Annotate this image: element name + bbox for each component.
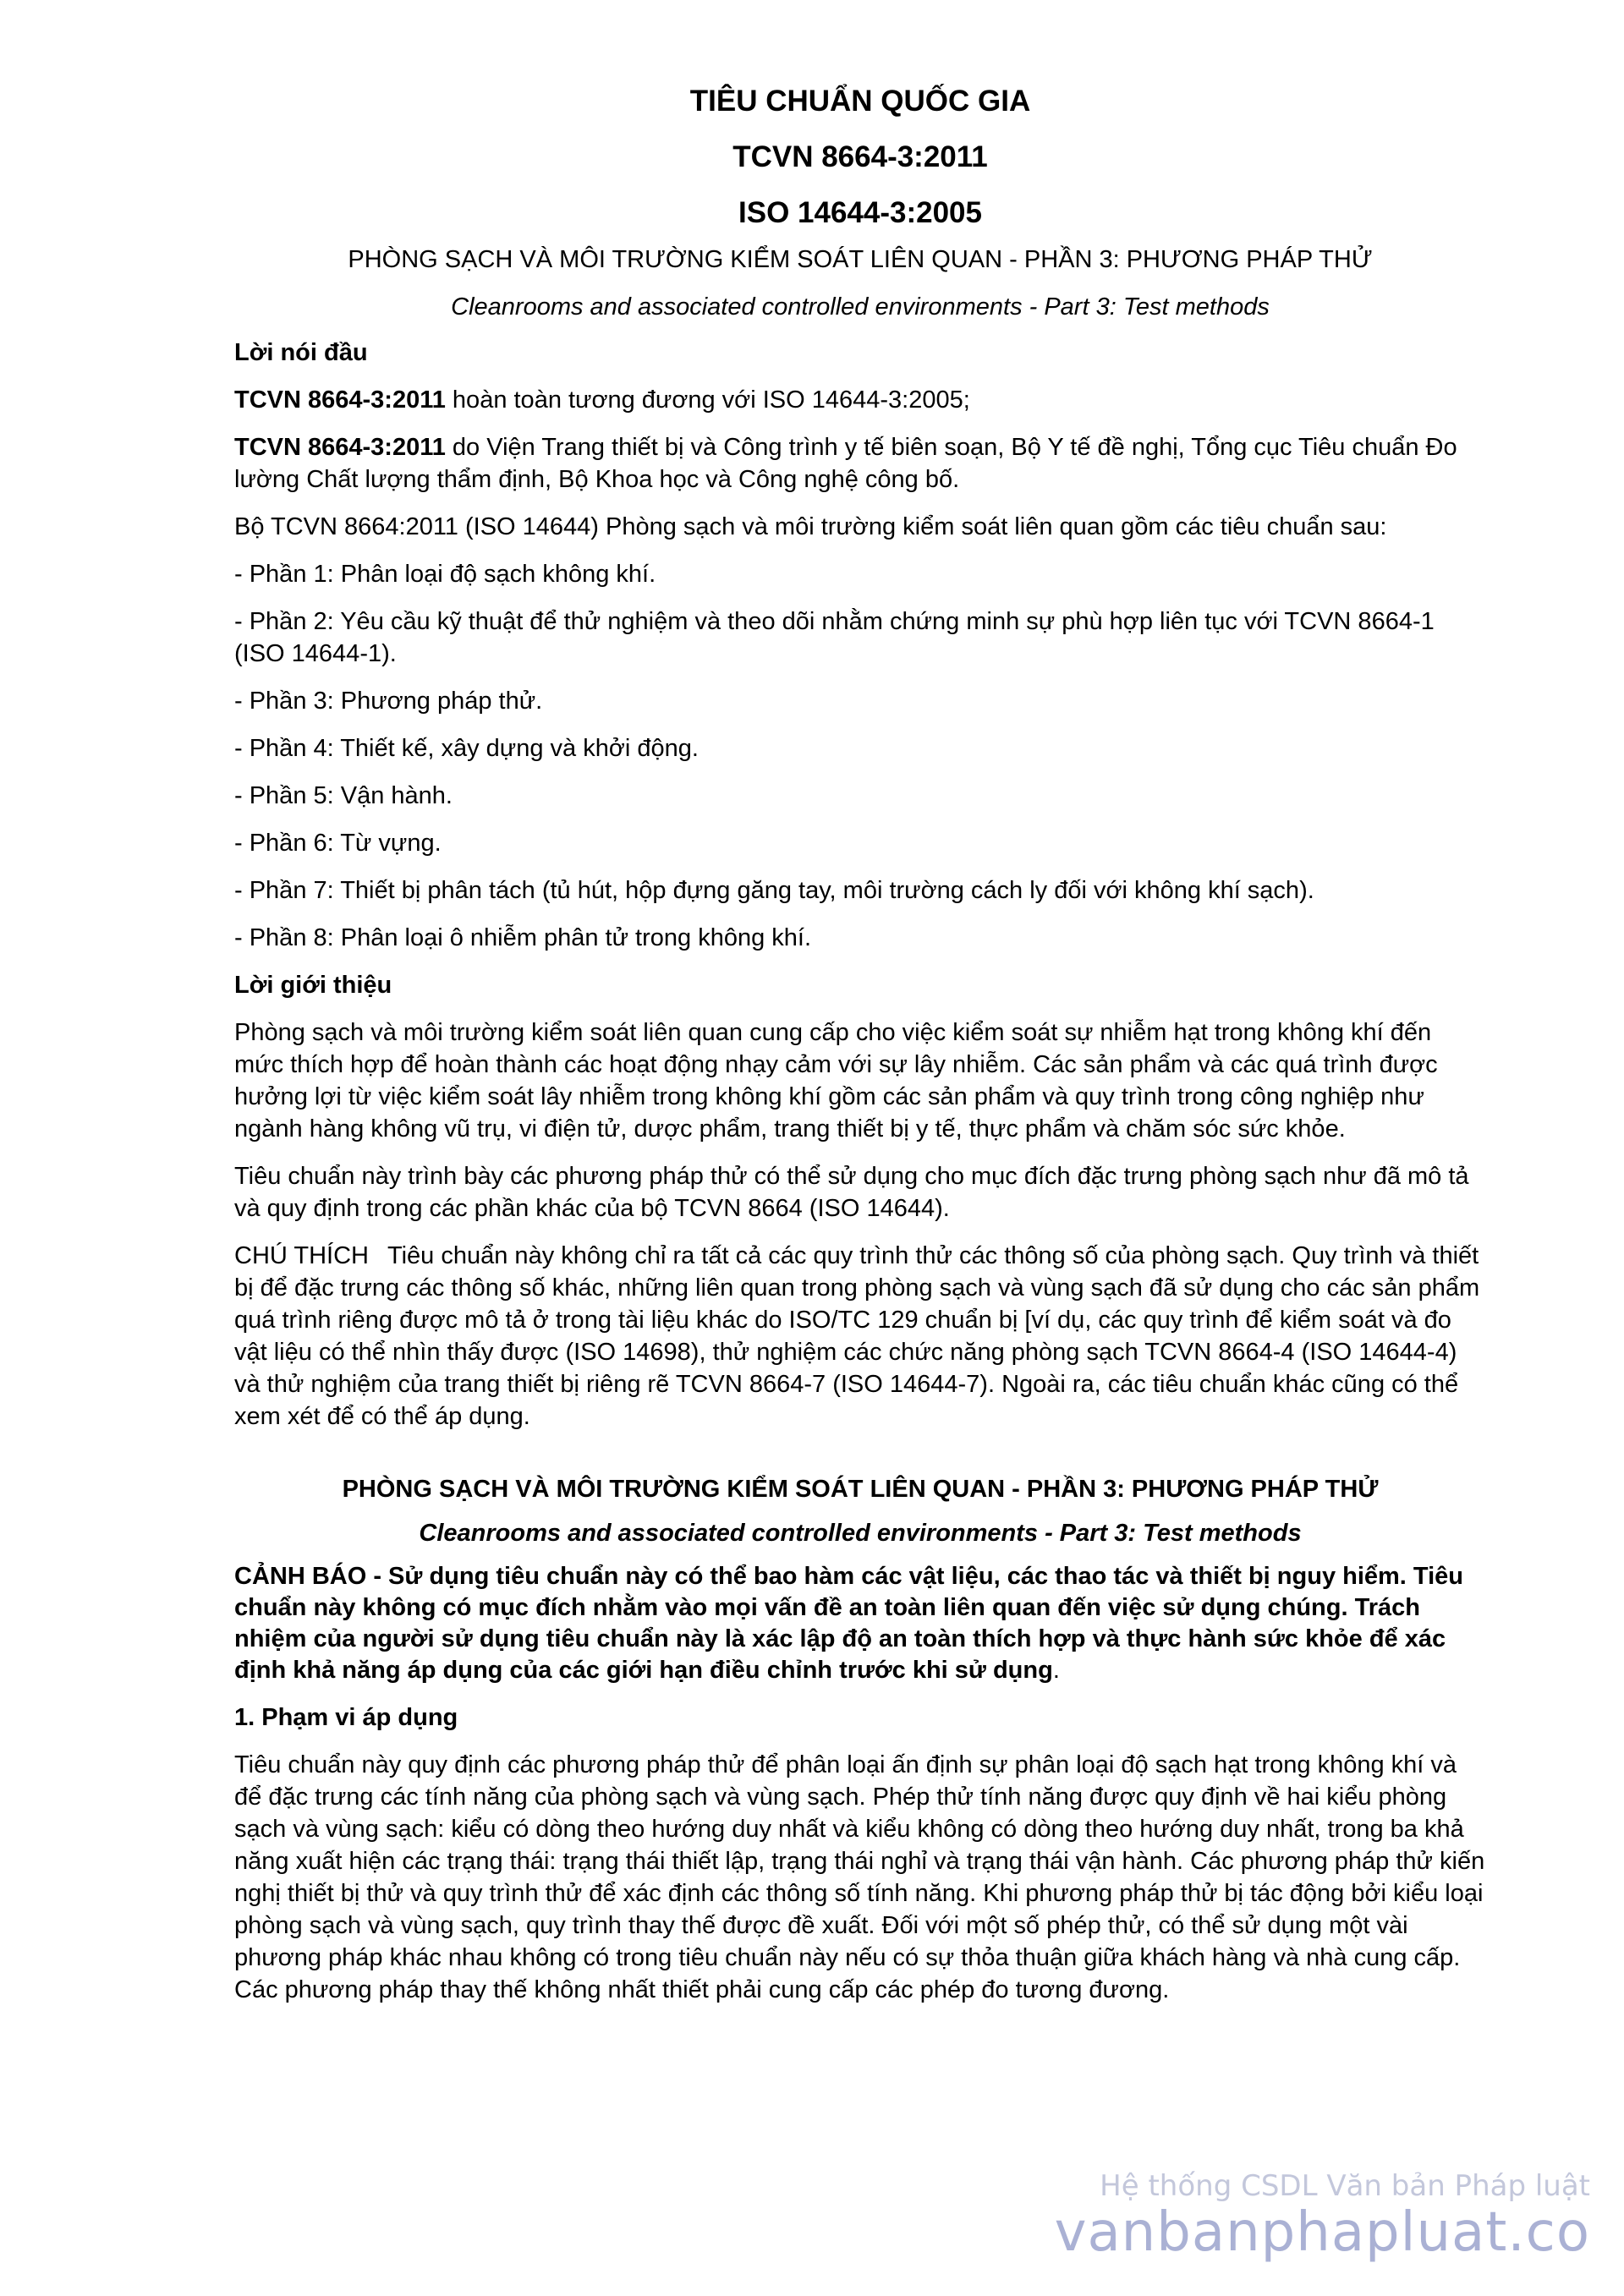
scope-paragraph: Tiêu chuẩn này quy định các phương pháp thử để phân loại ấn định sự phân loại độ sạch hạt trong không khí và để đặc trưng các tính năng của phòng sạch và vùng sạch. Phép thử tính năng được quy định về hai kiểu phòng sạch và vùng sạch: kiểu có dòng theo hướng duy nhất và kiểu không có dòng theo hướng duy nhất, trong ba khả năng xuất hiện các trạng thái: trạng thái thiết lập, trạng thái nghỉ và trạng thái vận hành. Các phương pháp thử kiến nghị thiết bị thử và quy trình thử để xác định các thông số tính năng. Khi phương pháp thử bị tác động bởi kiểu loại phòng sạch và vùng sạch, quy trình thay thế được đề xuất. Đối với một số phép thử, có thể sử dụng một vài phương pháp khác nhau không có trong tiêu chuẩn này nếu có sự thỏa thuận giữa khách hàng và nhà cung cấp. Các phương pháp thay thế không nhất thiết phải cung cấp các phép đo tương đương. bbox=[234, 1751, 1485, 2003]
doc-subtitle-en: Cleanrooms and associated controlled environments - Part 3: Test methods bbox=[451, 293, 1270, 321]
main-title-vi: PHÒNG SẠCH VÀ MÔI TRƯỜNG KIỂM SOÁT LIÊN QUAN - PHẦN 3: PHƯƠNG PHÁP THỬ bbox=[342, 1476, 1379, 1503]
doc-iso-code: ISO 14644-3:2005 bbox=[738, 196, 982, 229]
note-text: Tiêu chuẩn này không chỉ ra tất cả các quy trình thử các thông số của phòng sạch. Quy trình và thiết bị để đặc trưng các thông số khác, những liên quan trong phòng sạch và vùng sạch đã sử dụng cho các sản phẩm quá trình riêng được mô tả ở trong tài liệu khác do ISO/TC 129 chuẩn bị [ví dụ, các quy trình để kiểm soát và đo vật liệu có thể nhìn thấy được (ISO 14698), thử nghiệm các chức năng phòng sạch TCVN 8664-4 (ISO 14644-4) và thử nghiệm của trang thiết bị riêng rẽ TCVN 8664-7 (ISO 14644-7). Ngoài ra, các tiêu chuẩn khác cũng có thể xem xét để có thể áp dụng. bbox=[234, 1242, 1480, 1430]
main-title-en: Cleanrooms and associated controlled environments - Part 3: Test methods bbox=[419, 1520, 1302, 1547]
foreword-paragraph-3: Bộ TCVN 8664:2011 (ISO 14644) Phòng sạch và môi trường kiểm soát liên quan gồm các tiêu chuẩn sau: bbox=[234, 513, 1387, 540]
doc-title: TIÊU CHUẨN QUỐC GIA bbox=[689, 85, 1031, 118]
foreword-heading: Lời nói đầu bbox=[234, 339, 368, 366]
foreword-code-1: TCVN 8664-3:2011 bbox=[234, 386, 446, 414]
warning-text: CẢNH BÁO - Sử dụng tiêu chuẩn này có thể bao hàm các vật liệu, các thao tác và thiết bị nguy hiểm. Tiêu chuẩn này không có mục đích nhằm vào mọi vấn đề an toàn liên quan đến việc sử dụng chúng. Trách nhiệm của người sử dụng tiêu chuẩn này là xác lập độ an toàn thích hợp và thực hành sức khỏe để xác định khả năng áp dụng của các giới hạn điều chỉnh trước khi sử dụng bbox=[234, 1563, 1464, 1684]
list-item: - Phần 2: Yêu cầu kỹ thuật để thử nghiệm và theo dõi nhằm chứng minh sự phù hợp liên tục với TCVN 8664-1 (ISO 14644-1). bbox=[234, 608, 1435, 667]
watermark bbox=[1055, 2169, 1590, 2262]
list-item: - Phần 1: Phân loại độ sạch không khí. bbox=[234, 561, 656, 588]
list-item: - Phần 5: Vận hành. bbox=[234, 782, 453, 809]
list-item: - Phần 8: Phân loại ô nhiễm phân tử trong không khí. bbox=[234, 924, 812, 951]
introduction-note bbox=[234, 1240, 1486, 1433]
foreword-text-2: do Viện Trang thiết bị và Công trình y tế biên soạn, Bộ Y tế đề nghị, Tổng cục Tiêu chuẩn Đo lường Chất lượng thẩm định, Bộ Khoa học và Công nghệ công bố. bbox=[234, 434, 1457, 493]
warning-paragraph bbox=[234, 1561, 1486, 1686]
foreword-code-2: TCVN 8664-3:2011 bbox=[234, 434, 446, 461]
introduction-paragraph-2: Tiêu chuẩn này trình bày các phương pháp thử có thể sử dụng cho mục đích đặc trưng phòng sạch như đã mô tả và quy định trong các phần khác của bộ TCVN 8664 (ISO 14644). bbox=[234, 1163, 1469, 1222]
introduction-heading: Lời giới thiệu bbox=[234, 972, 392, 999]
watermark-line-1: Hệ thống CSDL Văn bản Pháp luật bbox=[1100, 2169, 1590, 2203]
watermark-line-2: vanbanphapluat.co bbox=[1054, 2201, 1590, 2264]
list-item: - Phần 6: Từ vựng. bbox=[234, 830, 442, 857]
doc-subtitle-vi: PHÒNG SẠCH VÀ MÔI TRƯỜNG KIỂM SOÁT LIÊN QUAN - PHẦN 3: PHƯƠNG PHÁP THỬ bbox=[348, 246, 1373, 273]
scope-heading: 1. Phạm vi áp dụng bbox=[234, 1704, 458, 1731]
list-item: - Phần 7: Thiết bị phân tách (tủ hút, hộp đựng găng tay, môi trường cách ly đối với không khí sạch). bbox=[234, 877, 1314, 904]
warning-end: . bbox=[1052, 1657, 1060, 1684]
doc-code: TCVN 8664-3:2011 bbox=[732, 140, 988, 173]
introduction-paragraph-1: Phòng sạch và môi trường kiểm soát liên quan cung cấp cho việc kiểm soát sự nhiễm hạt trong không khí đến mức thích hợp để hoàn thành các hoạt động nhạy cảm với sự lây nhiễm. Các sản phẩm và các quá trình được hưởng lợi từ việc kiểm soát lây nhiễm trong không khí gồm các sản phẩm và quy trình trong công nghiệp như ngành hàng không vũ trụ, vi điện tử, dược phẩm, trang thiết bị y tế, thực phẩm và chăm sóc sức khỏe. bbox=[234, 1019, 1438, 1143]
foreword-text-1: hoàn toàn tương đương với ISO 14644-3:2005; bbox=[445, 386, 970, 414]
list-item: - Phần 3: Phương pháp thử. bbox=[234, 688, 543, 715]
document-page bbox=[234, 85, 1486, 2021]
list-item: - Phần 4: Thiết kế, xây dựng và khởi động. bbox=[234, 735, 699, 762]
foreword-paragraph-1 bbox=[234, 384, 1486, 416]
note-label: CHÚ THÍCH bbox=[234, 1242, 369, 1269]
foreword-paragraph-2 bbox=[234, 431, 1486, 496]
